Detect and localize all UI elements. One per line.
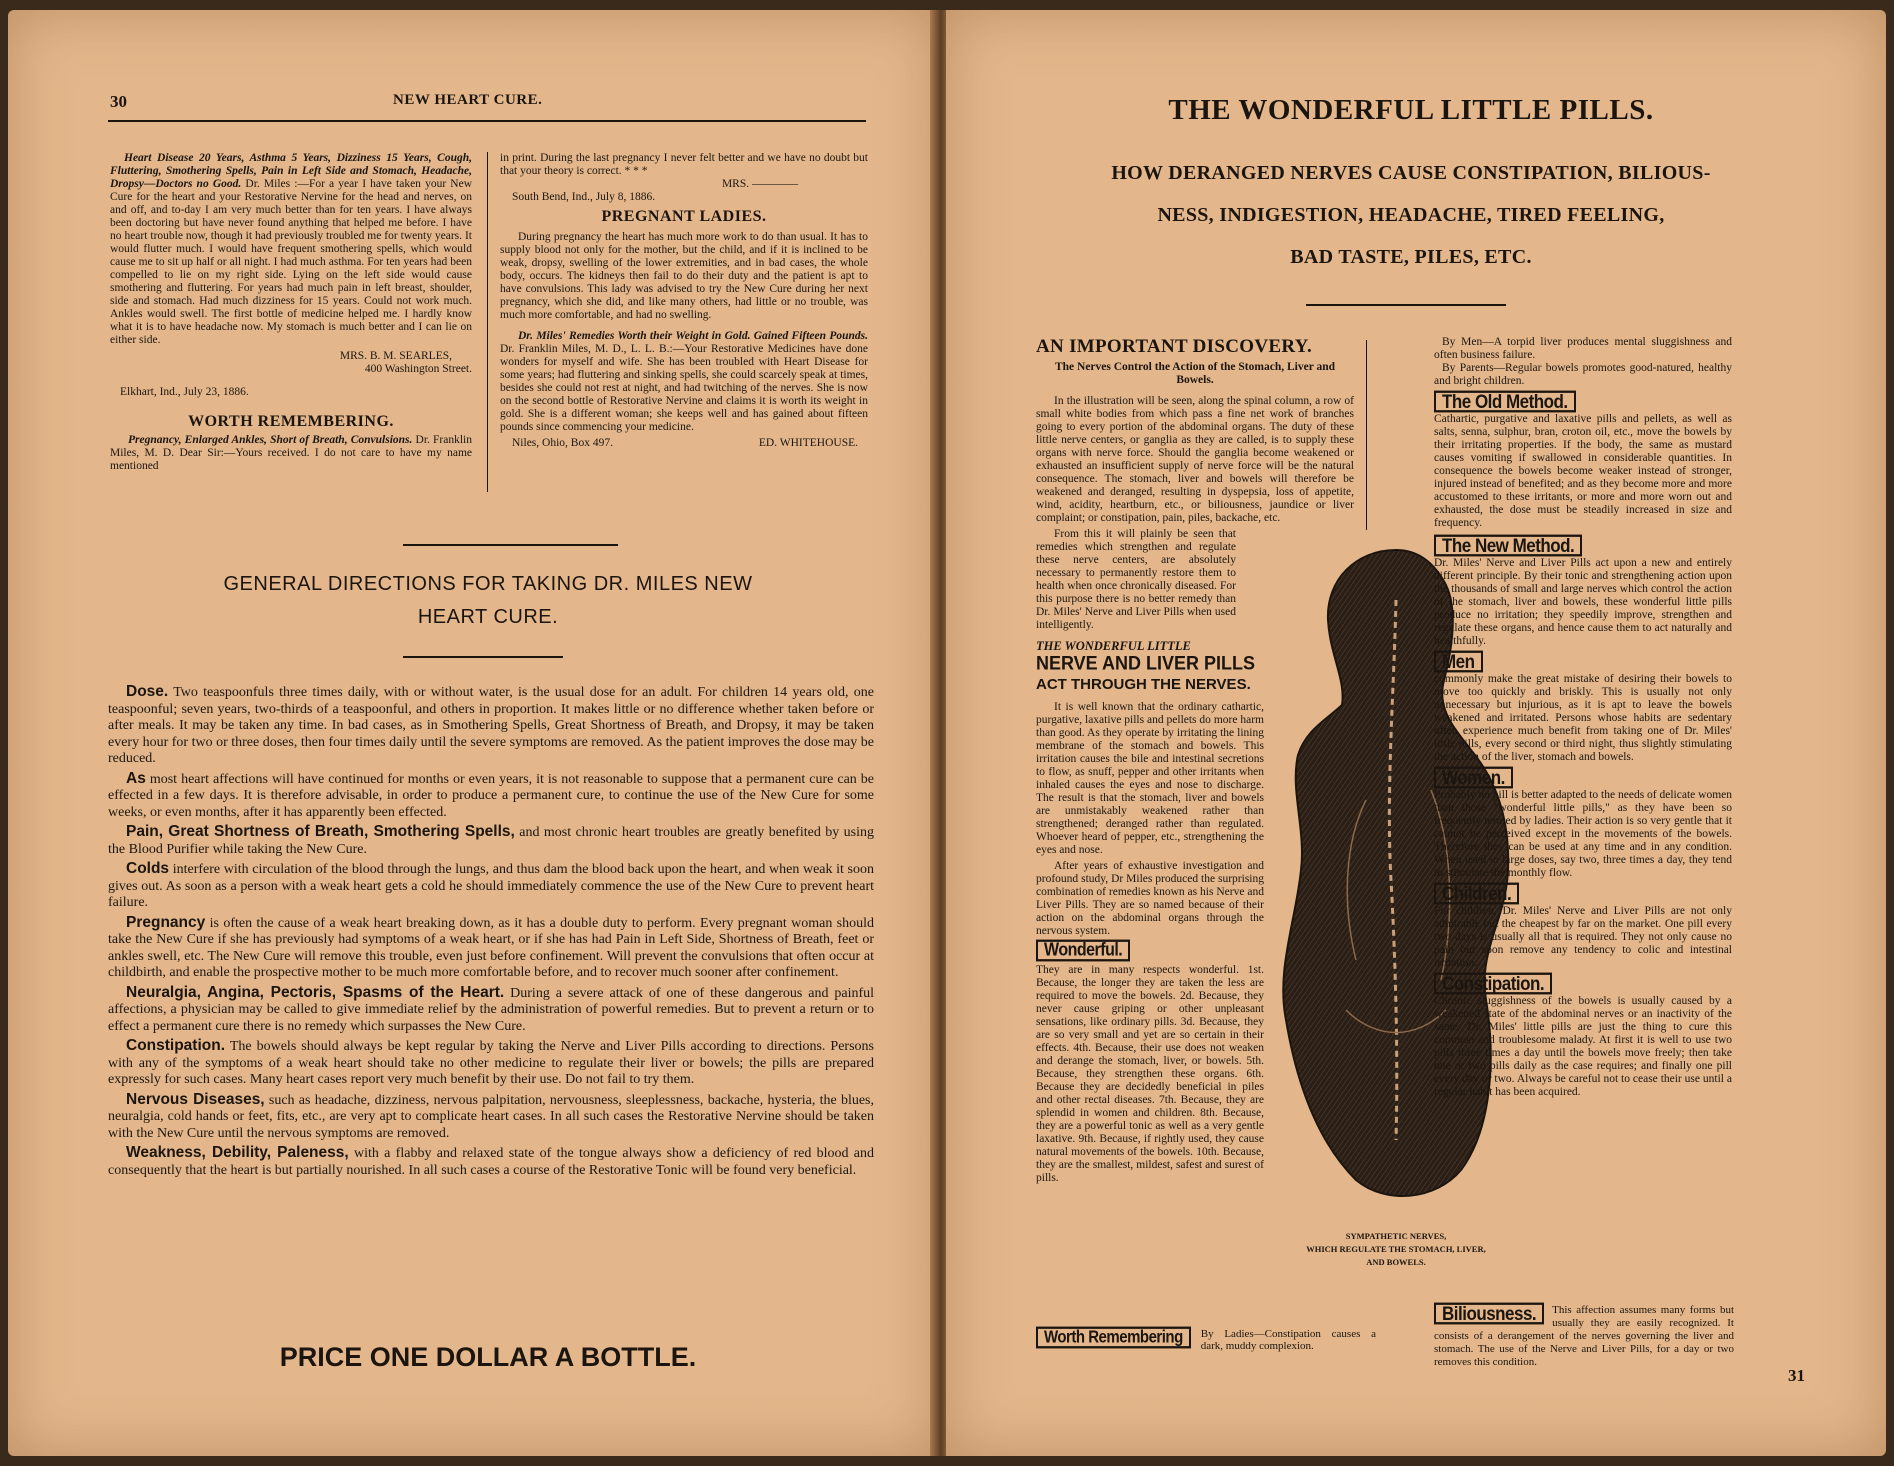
constipation-box: Constipation.: [1434, 973, 1552, 995]
direction-neuralgia: Neuralgia, Angina, Pectoris, Spasms of the Heart. During a severe attack of one of these dangerous and painful affections, a physician may be called to give immediate relief by the administration of powerful remedies. But to prevent a return or to effect a permanent cure there is no remedy which surpasses the New Cure.: [108, 983, 875, 1034]
directions-title-line-2: HEART CURE.: [417, 606, 559, 628]
wonderful-box: Wonderful.: [1036, 940, 1130, 962]
direction-dose: Dose. Two teaspoonfuls three times daily, with or without water, is the usual dose for an adult. For children 14 years old, one teaspoonful; seven years, two-thirds of a teaspoonful, and others in proportion. It makes little or no difference whether taken before or after meals. It may be taken any time. In bad cases, as in Smothering Spells, Great Shortness of Breath, and Dropsy, it may be taken every hour for two or three doses, then four times daily until the severe symptoms are removed. As the patient improves the dose may be reduced.: [108, 683, 874, 766]
old-method-box: The Old Method.: [1434, 391, 1576, 413]
testimonial-column-2: [500, 152, 868, 450]
pregnant-ladies-heading: PREGNANT LADIES.: [601, 208, 767, 225]
direction-pregnancy: Pregnancy is often the cause of a weak heart breaking down, as it has a double duty to perform. Every pregnant woman should take the New Cure if she has previously had symptoms of a weak heart, or if she has had Pain in Left Side, Shortness of Breath, feet or ankles swell, etc. The New Cure will remove this trouble, even just before confinement. Will prevent the convulsions that often occur at childbirth, and enable the prospective mother to be much more comfortable before, and to recover much sooner after confinement.: [108, 913, 875, 980]
constipation-text: Chronic sluggishness of the bowels is usually caused by a weakened state of the abdominal nerves or an inactivity of the same. Dr. Miles' little pills are just the thing to cure this common and troublesome malady. At first it is well to use two pills three times a day until the bowels move freely; then take one or two pills daily as the case requires; and finally one pill every day or two. Always be careful not to cease their use until a regular habit has been acquired.: [1434, 995, 1732, 1098]
testimonial-body-searles: Dr. Miles :—For a year I have taken your New Cure for the heart and your Restorative Nervine for the head and nerves, on and off, and to-day I am very much better than for ten years. I have always been doctoring but have never found anything that helped me before. I have no heart trouble now, though it had previously troubled me for twenty years. It would flutter much. I would have frequent smothering spells, which would cause me to sit up half or all night. I had much asthma. For ten years had been compelled to lie on my right side. Lying on the left side would cause smothering and fluttering. For years had much pain in left breast, shoulder, side and stomach. Had much dizziness for 15 years. Could not work much. Ankles would swell. The first bottle of medicine helped me. I hardly know what it is to have headache now. My stomach is much better and I can lie on either side.: [110, 178, 472, 346]
directions-title-line-1: GENERAL DIRECTIONS FOR TAKING DR. MILES NEW: [223, 573, 753, 595]
direction-nervous: Nervous Diseases, such as headache, dizziness, nervous palpitation, nervousness, sleeplessness, backache, hysteria, the blues, neuralgia, cold hands or feet, fits, etc., are very apt to complicate heart cases. In all such cases the Restorative Nervine should be taken with the New Cure until the nervous symptoms are removed.: [108, 1090, 875, 1141]
new-method-box: The New Method.: [1434, 535, 1582, 557]
subtitle-line-1: HOW DERANGED NERVES CAUSE CONSTIPATION, BILIOUS-: [1111, 162, 1711, 184]
right-page-title: THE WONDERFUL LITTLE PILLS.: [1168, 94, 1654, 126]
subtitle-line-3: BAD TASTE, PILES, ETC.: [1290, 246, 1532, 268]
price-line: PRICE ONE DOLLAR A BOTTLE.: [279, 1342, 697, 1372]
column-divider: [487, 152, 488, 492]
directions-rule: [403, 656, 563, 658]
direction-constipation: Constipation. The bowels should always be kept regular by taking the Nerve and Liver Pills according to directions. Persons with any of the symptoms of a weak heart should take no other medicine to regulate their liver or bowels; the pills are prepared expressly for such cases. Many heart cases report very much benefit by their use. Do not fail to try them.: [108, 1037, 874, 1087]
continued-text: in print. During the last pregnancy I never felt better and we have no doubt but that your theory is correct. * * *: [500, 152, 868, 177]
direction-duration: As most heart affections will have continued for months or even years, it is not reasonable to suppose that a permanent cure can be effected in a few days. It is therefore advisable, in order to produce a permanent cure, to continue the use of the New Cure for some weeks, or even months, after it has apparently been effected.: [108, 769, 875, 820]
direction-weakness: Weakness, Debility, Paleness, with a flabby and relaxed state of the tongue always show a deficiency of red blood and consequently that the heart is but partially nourished. In all such cases a course of the Restorative Tonic will be found very beneficial.: [108, 1144, 875, 1178]
gold-heading: Dr. Miles' Remedies Worth their Weight in Gold. Gained Fifteen Pounds.: [518, 330, 868, 342]
directions-list: [108, 684, 874, 1182]
caption-line-2: WHICH REGULATE THE STOMACH, LIVER,: [1306, 1244, 1486, 1254]
by-men-text: By Men—A torpid liver produces mental sluggishness and often business failure.: [1434, 336, 1732, 361]
children-box: Children.: [1434, 883, 1519, 905]
title-rule: [1306, 304, 1506, 306]
discovery-body-2: From this it will plainly be seen that remedies which strengthen and regulate these nerve centers, are absolutely necessary to permanently restore them to health when once chronically diseased. For this purpose there is no better remedy than Dr. Miles' Nerve and Liver Pills when used intelligently.: [1036, 528, 1236, 631]
pregnant-ladies-body: During pregnancy the heart has much more work to do than usual. It has to supply blood not only for the mother, but the child, and if it is inclined to be weak, dropsy, swelling of the lower extremities, and in bad cases, the whole body, occurs. The kidneys then fail to do their duty and the patient is apt to have convulsions. This lady was advised to try the New Cure during her next pregnancy, which she did, and like many others, had little or no trouble, was much more comfortable, and had no swelling.: [500, 231, 868, 321]
section-rule: [403, 544, 618, 546]
testimonial-column-1: [110, 152, 472, 476]
biliousness-box: Biliousness.: [1434, 1303, 1544, 1325]
place-searles: Elkhart, Ind., July 23, 1886.: [120, 386, 249, 398]
worth-remembering-heading: WORTH REMEMBERING.: [188, 413, 394, 430]
worth-remembering-body: Dr. Franklin Miles, M. D. Dear Sir:—Yours received. I do not care to have my name mentioned: [110, 434, 473, 472]
children-text: For children, Dr. Miles' Nerve and Liver Pills are not only admirable but the cheapest by far on the market. One pill every two days is usually all that is required. They not only cause no pain but soon remove any tendency to colic and intestinal irritation.: [1434, 905, 1732, 969]
signature-mrs: MRS. ————: [721, 178, 798, 190]
nerves-body-2: After years of exhaustive investigation and profound study, Dr Miles produced the surprising combination of remedies known as his Nerve and Liver Pills. They are so named because of their action on the abdominal organs through the nervous system.: [1036, 860, 1264, 937]
right-page: [946, 10, 1886, 1456]
direction-pain: Pain, Great Shortness of Breath, Smothering Spells, and most chronic heart troubles are greatly benefited by using the Blood Purifier while taking the New Cure.: [108, 823, 875, 857]
signature-searles: MRS. B. M. SEARLES,: [339, 350, 452, 362]
place-niles: Niles, Ohio, Box 497.: [512, 437, 613, 449]
by-ladies-text: By Ladies—Constipation causes a dark, muddy complexion.: [1200, 1328, 1376, 1352]
men-text: commonly make the great mistake of desiring their bowels to move too quickly and briskly. This is usually not only unnecessary but injurious, as it is apt to leave the bowels weakened and irritated. Persons whose habits are sedentary often experience much benefit from taking one of Dr. Miles' little pills, every second or third night, thus slightly stimulating the action of the liver, stomach and bowels.: [1434, 673, 1732, 763]
running-head: NEW HEART CURE.: [393, 92, 543, 108]
worth-remembering-box: Worth Remembering: [1036, 1327, 1191, 1349]
biliousness-text: This affection assumes many forms but usually they are easily recognized. It consists of a derangement of the nerves governing the liver and stomach. The use of the Nerve and Liver Pills, for a day or two removes this condition.: [1434, 1304, 1734, 1368]
nerves-body: It is well known that the ordinary cathartic, purgative, laxative pills and pellets do more harm than good. As they operate by irritating the lining membrane of the stomach and bowels. This irritation causes the bile and intestinal secretions to flow, as snuff, pepper and other irritants when inhaled causes the eyes and nose to discharge. The result is that the stomach, liver and bowels are unmistakably weakened rather than strengthened; deranged rather than regulated. Whoever heard of pepper, etc., strengthening the eyes and nose.: [1036, 701, 1264, 856]
discovery-heading: AN IMPORTANT DISCOVERY.: [1036, 336, 1312, 357]
wonderful-little-heading: THE WONDERFUL LITTLE: [1036, 639, 1191, 653]
testimonial-heading-searles: Heart Disease 20 Years, Asthma 5 Years, Dizziness 15 Years, Cough, Fluttering, Smothering Spells, Pain in Left Side and Stomach, Headache, Dropsy—Doctors no Good.: [110, 152, 472, 190]
discovery-subheading: The Nerves Control the Action of the Stomach, Liver and Bowels.: [1054, 361, 1336, 386]
address-searles: 400 Washington Street.: [364, 363, 472, 375]
wonderful-text: They are in many respects wonderful. 1st. Because, the longer they are taken the less are required to move the bowels. 2d. Because, they never cause griping or other unpleasant sensations, like ordinary pills. 3d. Because, they are so very small and yet are so certain in their effects. 4th. Because, their use does not weaken and derange the stomach, liver, or bowels. 5th. Because, they strengthen these organs. 6th. Because they are decidedly beneficial in piles and other rectal diseases. 7th. Because, they are splendid in women and children. 8th. Because, they are a powerful tonic as well as a very gentle laxative. 9th. Because, if rightly used, they cause natural movements of the bowels. 10th. Because, they are the smallest, mildest, safest and surest of pills.: [1036, 964, 1264, 1184]
by-parents-text: By Parents—Regular bowels promotes good-natured, healthy and bright children.: [1434, 362, 1732, 387]
place-south-bend: South Bend, Ind., July 8, 1886.: [512, 191, 656, 203]
direction-colds: Colds interfere with circulation of the blood through the lungs, and thus dam the blood back upon the heart, and when weak it soon gives out. As soon as a person with a weak heart gets a cold he should immediately commence the use of the New Cure to prevent heart failure.: [108, 860, 874, 910]
new-method-text: Dr. Miles' Nerve and Liver Pills act upon a new and entirely different principle. By their tonic and strengthening action upon the thousands of small and large nerves which control the action of the stomach, liver and bowels, these wonderful little pills produce no irritation; they speedily improve, strengthen and regulate these organs, and hence cause them to act naturally and healthfully.: [1434, 557, 1732, 647]
discovery-body: In the illustration will be seen, along the spinal column, a row of small white bodies from which pass a fine net work of branches going to every portion of the abdominal organs. The duty of these little nerve centers, or ganglia as they are called, is to supply these organs with nerve force. Should the ganglia become weakened or exhausted an insufficient supply of nerve force will be the natural consequence. The stomach, liver and bowels will therefore be weakened and deranged, resulting in dyspepsia, loss of appetite, wind, acidity, heartburn, etc., or biliousness, jaundice or liver complaint; or constipation, pain, piles, backache, etc.: [1036, 395, 1354, 524]
left-page-number: 30: [110, 92, 127, 111]
gold-body: Dr. Franklin Miles, M. D., L. L. B.:—Your Restorative Medicines have done wonders for myself and wife. She has been troubled with Heart Disease for some years; had fluttering and sinking spells, she could scarcely speak at times, besides she could not rest at night, and had twitching of the nerves. She is now on the second bottle of Restorative Nervine and claims it is worth its weight in gold. She is a different woman; she keeps well and has gained about fifteen pounds since commencing your medicine.: [500, 343, 868, 433]
left-page: [8, 10, 938, 1456]
women-text: Probably no pill is better adapted to the needs of delicate women than those "wonderful little pills," as they have been so frequently termed by ladies. Their action is so very gentle that it cannot be perceived except in the movements of the bowels. Therefore they can be used at any time and in any condition. When used in large doses, say two, three times a day, they tend to stimulate the monthly flow.: [1434, 789, 1732, 879]
worth-remembering-block: [1036, 1328, 1376, 1352]
caption-line-3: AND BOWELS.: [1366, 1257, 1426, 1267]
men-box: Men: [1434, 651, 1483, 673]
caption-line-1: SYMPATHETIC NERVES,: [1345, 1231, 1447, 1241]
right-page-number: 31: [1788, 1366, 1805, 1385]
illustration-caption: [1246, 1230, 1546, 1269]
biliousness-block: [1434, 1304, 1734, 1369]
old-method-text: Cathartic, purgative and laxative pills and pellets, as well as salts, senna, sulphur, bran, croton oil, etc., move the bowels by their irritating properties. If the body, the same as mustard causes vomiting if swallowed in considerable quantities. In consequence the bowels become weaker instead of stronger, injured instead of benefited; and as they become more and more accustomed to these irritants, or more and more worn out and exhausted, the dose must be steadily increased in size and frequency.: [1434, 413, 1732, 529]
signature-whitehouse: ED. WHITEHOUSE.: [758, 437, 858, 449]
subtitle-line-2: NESS, INDIGESTION, HEADACHE, TIRED FEELING,: [1157, 204, 1665, 226]
methods-column: [1434, 336, 1732, 1102]
nerve-liver-pills-heading: NERVE AND LIVER PILLS: [1036, 651, 1256, 674]
worth-remembering-subheading: Pregnancy, Enlarged Ankles, Short of Breath, Convulsions.: [128, 434, 413, 446]
header-rule: [108, 120, 866, 122]
column-divider-right: [1366, 340, 1367, 530]
act-through-nerves-heading: ACT THROUGH THE NERVES.: [1036, 676, 1251, 693]
women-box: Women.: [1434, 767, 1513, 789]
